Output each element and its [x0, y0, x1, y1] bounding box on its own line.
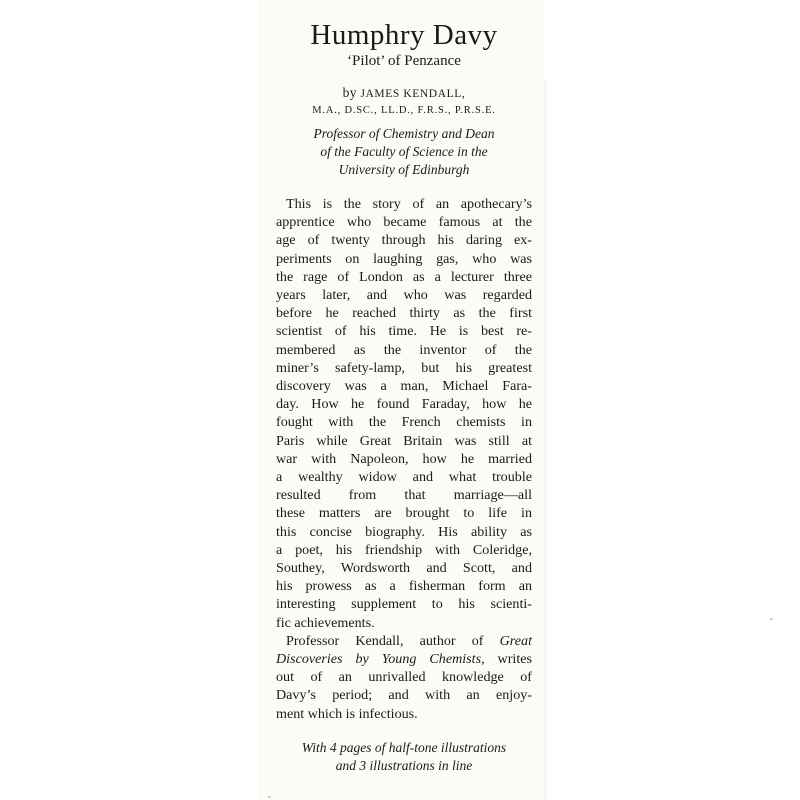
- blurb-line: This is the story of an apothecary’s: [286, 196, 532, 212]
- flap-content: [276, 18, 532, 775]
- blurb-line: fic achievements.: [276, 614, 375, 631]
- byline-prefix: by: [342, 85, 361, 100]
- illustrations-line: With 4 pages of half-tone illustrations: [301, 739, 507, 755]
- author-affiliation: [276, 125, 532, 179]
- blurb-line: day. How he found Faraday, how he: [276, 396, 532, 413]
- blurb-line: ment which is infectious.: [276, 705, 418, 722]
- book-reference: Discoveries by Young Chemists: [276, 651, 482, 668]
- blurb-line: his prowess as a fisherman form an: [276, 578, 532, 595]
- blurb-line: age of twenty through his daring ex-: [276, 232, 532, 249]
- blurb-text: , writes: [481, 651, 532, 668]
- book-subtitle: ‘Pilot’ of Penzance: [347, 53, 461, 69]
- affiliation-line: University of Edinburgh: [338, 162, 470, 177]
- blurb-line: [276, 650, 532, 668]
- blurb-line: before he reached thirty as the first: [276, 305, 532, 322]
- blurb-line: Southey, Wordsworth and Scott, and: [276, 560, 532, 577]
- illustrations-line: and 3 illustrations in line: [335, 757, 473, 773]
- author-degrees: M.A., D.SC., LL.D., F.R.S., P.R.S.E.: [312, 105, 496, 116]
- paper-speck: [770, 618, 773, 620]
- illustrations-note: [276, 739, 532, 775]
- affiliation-line: Professor of Chemistry and Dean: [313, 126, 495, 141]
- blurb-line: these matters are brought to life in: [276, 505, 532, 522]
- blurb-line: out of an unrivalled knowledge of: [276, 669, 532, 686]
- blurb-line: [276, 632, 532, 650]
- book-title: Humphry Davy: [310, 19, 498, 51]
- blurb-line: periments on laughing gas, who was: [276, 250, 532, 267]
- blurb-line: Paris while Great Britain was still at: [276, 432, 532, 449]
- blurb-line: the rage of London as a lecturer three: [276, 268, 532, 285]
- blurb-line: interesting supplement to his scienti-: [276, 596, 532, 613]
- paper-speck: [268, 796, 271, 798]
- blurb-paragraph-2: [276, 632, 532, 723]
- blurb-line: years later, and who was regarded: [276, 287, 532, 304]
- blurb-line: Davy’s period; and with an enjoy-: [276, 687, 532, 704]
- blurb-line: apprentice who became famous at the: [276, 214, 532, 231]
- blurb-line: miner’s safety-lamp, but his greatest: [276, 359, 532, 376]
- blurb-line: scientist of his time. He is best re-: [276, 323, 532, 340]
- blurb-text: Professor Kendall, author of: [286, 632, 484, 649]
- blurb-line: fought with the French chemists in: [276, 414, 532, 431]
- book-reference: Great: [499, 632, 532, 649]
- blurb-line: discovery was a man, Michael Fara-: [276, 378, 532, 395]
- blurb-line: resulted from that marriage—all: [276, 487, 532, 504]
- blurb-line: a wealthy widow and what trouble: [276, 469, 532, 486]
- author-name: JAMES KENDALL,: [360, 88, 466, 100]
- byline: [276, 84, 532, 103]
- blurb-line: a poet, his friendship with Coleridge,: [276, 541, 532, 558]
- blurb-paragraph-1: [276, 195, 532, 632]
- blurb-line: this concise biography. His ability as: [276, 523, 532, 540]
- blurb-line: membered as the inventor of the: [276, 341, 532, 358]
- blurb-line: war with Napoleon, how he married: [276, 450, 532, 467]
- affiliation-line: of the Faculty of Science in the: [320, 144, 488, 159]
